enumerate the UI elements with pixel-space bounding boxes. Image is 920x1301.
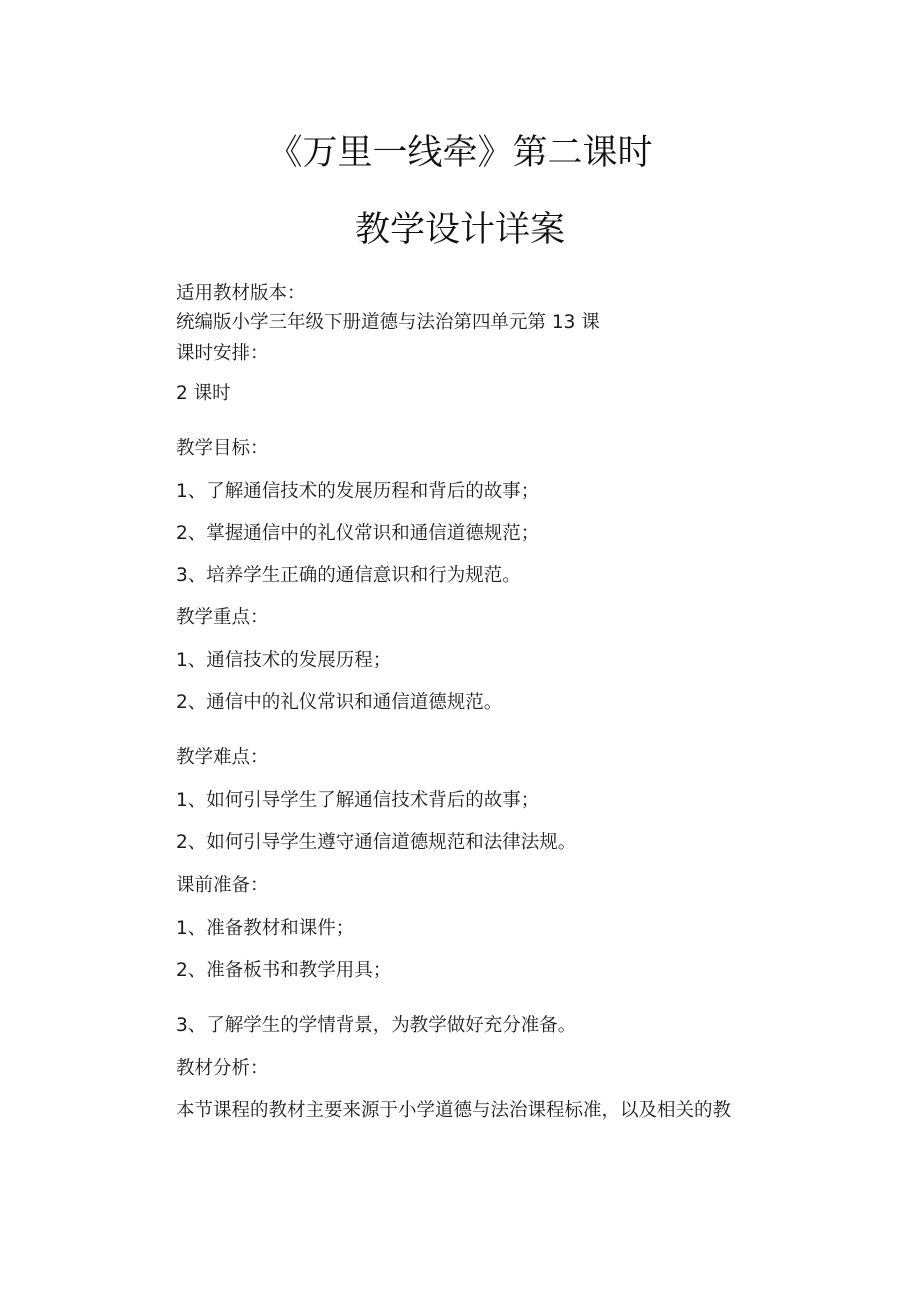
difficulties-label: 教学难点： — [176, 747, 269, 768]
preparation-item: 3、了解学生的学情背景，为教学做好充分准备。 — [176, 1015, 577, 1036]
key-point-item: 1、通信技术的发展历程； — [176, 650, 392, 671]
schedule-value: 2 课时 — [176, 383, 231, 404]
document-subtitle: 教学设计详案 — [354, 210, 565, 250]
preparation-label: 课前准备： — [176, 875, 269, 896]
schedule-label: 课时安排： — [176, 343, 269, 364]
objectives-label: 教学目标： — [176, 438, 269, 459]
preparation-item: 1、准备教材和课件； — [176, 918, 355, 939]
objective-item: 2、掌握通信中的礼仪常识和通信道德规范； — [176, 523, 540, 544]
preparation-item: 2、准备板书和教学用具； — [176, 960, 392, 981]
key-points-label: 教学重点： — [176, 607, 269, 628]
objective-item: 1、了解通信技术的发展历程和背后的故事； — [176, 481, 540, 502]
textbook-label: 适用教材版本： — [176, 283, 306, 304]
analysis-label: 教材分析： — [176, 1058, 269, 1079]
analysis-text: 本节课程的教材主要来源于小学道德与法治课程标准，以及相关的教 — [176, 1100, 732, 1121]
document-title: 《万里一线牵》第二课时 — [267, 133, 653, 173]
key-point-item: 2、通信中的礼仪常识和通信道德规范。 — [176, 692, 503, 713]
difficulty-item: 1、如何引导学生了解通信技术背后的故事； — [176, 790, 540, 811]
textbook-value: 统编版小学三年级下册道德与法治第四单元第 13 课 — [176, 312, 600, 333]
difficulty-item: 2、如何引导学生遵守通信道德规范和法律法规。 — [176, 832, 577, 853]
objective-item: 3、培养学生正确的通信意识和行为规范。 — [176, 565, 521, 586]
